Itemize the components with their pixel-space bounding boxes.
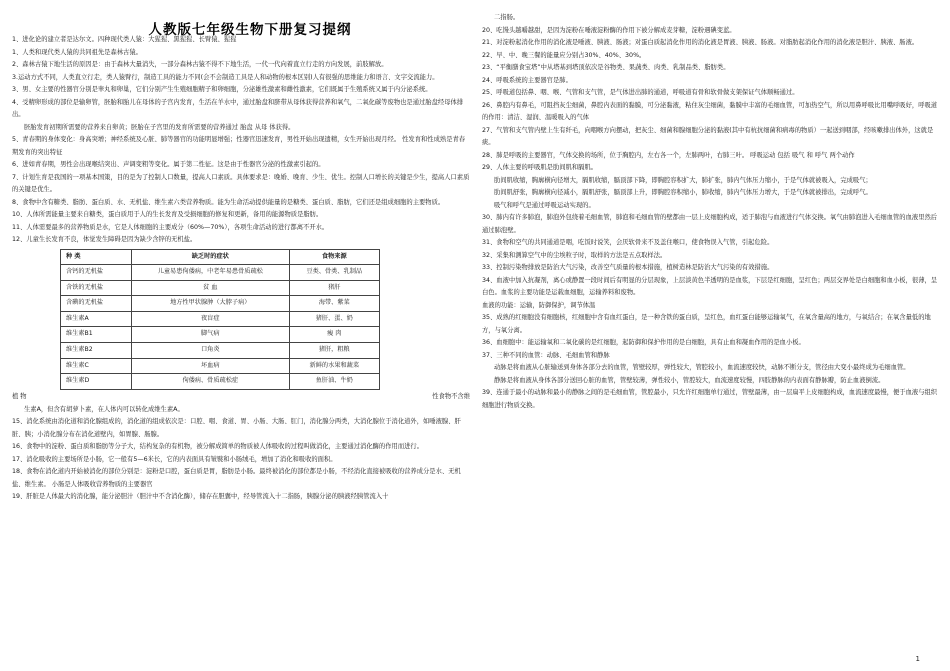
outline-item: 30、肺内有许多肺泡，肺泡外包绕着毛细血管，肺泡和毛细血管的壁都由一层上皮细胞构成，适于肺泡与血液进行气体交换。氧气由肺泡进入毛细血管的血液里然后通过肺泡壁。 <box>482 214 938 234</box>
table-row <box>61 358 380 374</box>
table-cell: 食物来源 <box>289 249 379 265</box>
outline-item: 吸气和呼气是通过呼吸运动实现的。 <box>494 201 595 209</box>
outline-item: 生素A，但含有胡萝卜素，在人体内可以转化成维生素A。 <box>24 405 184 413</box>
table-cell: 含钙的无机盐 <box>61 265 132 281</box>
nutrient-table <box>60 249 380 390</box>
outline-item: 3.运动方式不同，人类直立行走，类人猿臂行，制造工具的能力不同(会不会制造工具是人和动物的根本区别)人有很强的思维能力和语言、文字交流能力。 <box>12 73 439 81</box>
outline-item: 35、成熟的红细胞没有细胞核，红细胞中含有血红蛋白，是一种含铁的蛋白质，呈红色，血红蛋白能够运输氧气，在氧含量高的地方，与氧结合；在氧含量低的地方，与氧分离。 <box>482 314 931 334</box>
outline-item: 二指肠。 <box>494 14 520 21</box>
outline-item: 37、三种不同的血管：动脉、毛细血管和静脉 <box>482 351 610 359</box>
outline-item: 32、采集和测算空气中的尘埃粒子时，取样的方法是五点取样法。 <box>482 251 667 259</box>
outline-item: 20、吃馒头越嚼越甜，是因为淀粉在唾液淀粉酶的作用下被分解成麦芽糖，淀粉遇碘变蓝。 <box>482 26 736 34</box>
table-cell: 豆类、骨类、乳制品 <box>289 265 379 281</box>
outline-item: 4、受精卵形成的部位是输卵管，胚胎和胎儿在母体的子宫内发育，生活在羊水中，通过胎盘和脐带从母体获得营养和氧气，二氧化碳等废物也是通过胎盘经母体排出。 <box>12 98 464 118</box>
table-cell: 猪肝，粗粮 <box>289 343 379 359</box>
outline-item: 8、食物中含有糖类、脂肪、蛋白质、水、无机盐、维生素六类营养物质。能为生命活动提供能量的是糖类、蛋白质、脂肪，它们还是组成细胞的主要物质。 <box>12 198 445 206</box>
plant-note-right: 性食物不含维 <box>432 392 470 400</box>
outline-item: 22、早、中、晚三餐的能量应分别占30%、40%、30%。 <box>482 51 646 59</box>
table-cell: 口角炎 <box>132 343 290 359</box>
left-column <box>12 34 470 504</box>
right-items <box>482 12 938 412</box>
table-row <box>61 265 380 281</box>
table-cell: 海带、紫菜 <box>289 296 379 312</box>
table-cell: 猪肝、蛋、奶 <box>289 311 379 327</box>
outline-item: 26、鼻腔内有鼻毛，可阻挡灰尘细菌，鼻腔内表面的黏膜，可分泌黏液，粘住灰尘细菌，黏膜中丰富的毛细血管，可加热空气，所以用鼻呼吸比用嘴呼吸好，呼吸道的作用：清洁、湿润、温暖吸入的气体 <box>482 101 938 121</box>
outline-item: 7、计划生育是我国的一项基本国策，目的是为了控制人口数量，提高人口素质。具体要求是：晚婚、晚育、少生、优生。控制人口增长的关键是少生，提高人口素质的关键是优生。 <box>12 173 470 193</box>
outline-item: 5、青春期的身体变化：身高突增；神经系统及心脏、肺等器官的功能明显增强；性器官迅速发育，男性开始出现遗精，女生开始出现月经。 性发育和性成熟是青春期发育的突出特征 <box>12 136 466 156</box>
plant-note-left: 植 物 <box>12 392 27 400</box>
table-row <box>61 311 380 327</box>
table-cell: 含碘的无机盐 <box>61 296 132 312</box>
outline-item: 肋间肌收缩，胸廓横向径增大，膈肌收缩，膈顶部下降，即胸腔容积扩大，肺扩张，肺内气体压力缩小，于是气体就被吸入，完成吸气； <box>494 176 872 184</box>
table-header-row <box>61 249 380 265</box>
table-cell: 维生素C <box>61 358 132 374</box>
outline-item: 23、“平衡膳食宝塔”中从塔基到塔顶依次是谷物类、果蔬类、肉类、乳制品类、脂肪类。 <box>482 64 730 71</box>
table-cell: 猪肝 <box>289 280 379 296</box>
table-cell: 儿童易患佝偻病，中老年易患骨质疏松 <box>132 265 290 281</box>
table-row <box>61 296 380 312</box>
outline-item: 12、儿童生长发育不良，体觉发生障碍是因为缺少含锌的无机盐。 <box>12 236 197 243</box>
table-cell: 地方性甲状腺肿（大脖子病） <box>132 296 290 312</box>
table-cell: 维生素A <box>61 311 132 327</box>
table-cell: 佝偻病、骨质疏松症 <box>132 374 290 390</box>
outline-item: 17、消化吸收的主要场所是小肠，它一般有5—6米长，它的内表面具有皱襞和小肠绒毛，增加了消化和吸收的面积。 <box>12 455 337 463</box>
outline-item: 3、男、女主要的性器官分别是睾丸和卵巢，它们分别产生生殖细胞精子和卵细胞，分泌雄性激素和雌性激素，它们既属于生殖系统又属于内分泌系统。 <box>12 86 432 93</box>
outline-item: 36、血细胞中：能运输氧和二氧化碳的是红细胞，起防御和保护作用的是白细胞，具有止血和凝血作用的是血小板。 <box>482 339 805 346</box>
outline-item: 29、人体主要的呼吸肌是肋间肌和膈肌。 <box>482 164 598 171</box>
outline-item: 24、呼吸系统的主要器官是肺。 <box>482 76 572 84</box>
table-cell: 夜盲症 <box>132 311 290 327</box>
outline-item: 31、食物和空气的共同通道是咽，吃饭时说笑，会厌软骨来不及盖住喉口，使食物误入气管，引起危险。 <box>482 239 774 246</box>
outline-item: 21、对淀粉起消化作用的消化液是唾液、胰液、肠液；对蛋白质起消化作用的消化液是胃液、胰液、肠液。对脂肪起消化作用的消化液是胆汁、胰液、肠液。 <box>482 39 919 46</box>
outline-item: 血液的功能：运输，防御保护，调节体温 <box>482 301 596 309</box>
table-row <box>61 374 380 390</box>
outline-item: 27、气管和支气管内壁上生有纤毛，向咽喉方向摆动，把灰尘、细菌和腺细胞分泌的黏液(其中有杭抗细菌和病毒的物质）一起送到咽部，经咳嗽排出体外，这就是痰。 <box>482 126 934 146</box>
outline-item: 6、进如青春期，男性会出现喉结突出、声调变粗等变化。属于第二性征。这是由于性器官分泌的性激素引起的。 <box>12 161 325 168</box>
table-cell: 维生素B2 <box>61 343 132 359</box>
table-cell: 维生素B1 <box>61 327 132 343</box>
table-row <box>61 280 380 296</box>
table-cell: 种 类 <box>61 249 132 265</box>
table-cell: 脚气病 <box>132 327 290 343</box>
table-cell: 维生素D <box>61 374 132 390</box>
right-column <box>482 12 938 412</box>
outline-item: 动脉是将血液从心脏输送到身体各部分去的血管，管壁较厚，弹性较大，管腔较小，血流速度较快，动脉不断分支，管径由大变小最终成为毛细血管。 <box>494 364 910 371</box>
outline-item: 39、连通于最小的动脉和最小的静脉之间的是毛细血管，管腔最小，只允许红细胞单行通过，管壁最薄，由一层扁平上皮细胞构成，血流速度最慢，便于血液与组织细胞进行物质交换。 <box>482 389 938 409</box>
table-cell: 坏血病 <box>132 358 290 374</box>
plant-note-row <box>12 391 470 404</box>
left-items-a <box>12 34 470 247</box>
outline-item: 1、人类和现代类人猿的共同祖先是森林古猿。 <box>12 48 142 56</box>
table-row <box>61 327 380 343</box>
outline-item: 肋间肌舒张，胸廓横向径减小，膈肌舒张，膈顶部上升，即胸腔容积缩小，肺收缩，肺内气体压力增大，于是气体就被排出，完成呼气。 <box>494 189 872 196</box>
outline-item: 1、进化论的建立者是达尔文。四种现代类人猿：大猩猩、黑猩猩、长臂猿、猩猩 <box>12 36 237 43</box>
table-cell: 新鲜的水果和蔬菜 <box>289 358 379 374</box>
table-cell: 鱼肝油、牛奶 <box>289 374 379 390</box>
outline-item: 19、肝脏是人体最大的消化腺，能分泌胆汁（胆汁中不含消化酶），储存在胆囊中，经导管流入十二指肠，胰腺分泌的胰液经胰管流入十 <box>12 493 389 501</box>
table-cell: 贫 血 <box>132 280 290 296</box>
outline-item: 25、呼吸道包括鼻、咽、喉、气管和支气管，是气体进出肺的通道，呼吸道有骨和软骨做支架保证气体顺畅通过。 <box>482 89 799 96</box>
left-items-b <box>12 404 470 504</box>
outline-item: 2、森林古猿下地生活的原因是：由于森林大量消失，一部分森林古猿不得不下地生活，一代一代向着直立行走的方向发展，前肢解放。 <box>12 61 388 68</box>
outline-item: 33、控制污染物排放是防治大气污染，改善空气质量的根本措施，植树造林是防治大气污染的有效措施。 <box>482 264 774 271</box>
outline-item: 16、食物中的淀粉、蛋白质和脂肪等分子大，结构复杂的有机物，被分解成简单的物质被人体吸收的过程叫做消化，主要通过消化酶的作用而进行。 <box>12 443 424 451</box>
table-cell: 缺乏时的症状 <box>132 249 290 265</box>
table-cell: 含铁的无机盐 <box>61 280 132 296</box>
outline-item: 34、血液中加入抗凝剂，离心或静置一段时间后有明显的分层现象，上层淡黄色半透明的是血浆，下层是红细胞，呈红色；两层交界处是白细胞和血小板，很薄，呈白色。血浆的主要功能是运载血细胞，运输养料和废物。 <box>482 276 938 296</box>
outline-item: 11、人体需要最多的营养物质是水，它是人体细胞的主要成分（60%—70%），各项生命活动的进行都离不开水。 <box>12 223 329 231</box>
outline-item: 18、食物在消化道内开始被消化的部位分别是：淀粉是口腔，蛋白质是胃，脂肪是小肠。最终被消化的部位都是小肠，不经消化直接被吸收的营养成分是水、无机盐、维生素。 小肠是人体吸收营养物质的主要器官 <box>12 468 461 488</box>
document-title: 人教版七年级生物下册复习提纲 <box>148 22 352 38</box>
outline-item: 静脉是将血液从身体各部分送回心脏的血管，管壁较薄，弹性较小，管腔较大，血流速度较慢，四肢静脉的内表面有静脉瓣，防止血液倒流。 <box>494 376 885 384</box>
outline-item: 28、肺是呼吸的主要器官，气体交换的场所，位于胸腔内，左右各一个，左肺两叶，右肺三叶。 呼吸运动 包括 吸气 和 呼气 两个动作 <box>482 151 855 159</box>
outline-item: 15、消化系统由消化道和消化腺组成的，消化道的组成依次是：口腔、咽、食道、胃、小肠、大肠、肛门，消化腺分两类，大消化腺位于消化道外，如唾液腺、肝脏、胰；小消化腺分布在消化道壁内，如胃腺、肠腺。 <box>12 418 461 438</box>
table-row <box>61 343 380 359</box>
outline-item: 胚胎发育初期所需要的营养来自卵黄；胚胎在子宫里的发育所需要的营养通过 胎盘 从母 体获得。 <box>24 123 295 131</box>
table-cell: 瘦 肉 <box>289 327 379 343</box>
page-number: 1 <box>915 655 920 663</box>
outline-item: 10、人体所需能量主要来自糖类，蛋白质用于人的生长发育及受损细胞的修复和更新，备用的能源物质是脂肪。 <box>12 211 323 218</box>
